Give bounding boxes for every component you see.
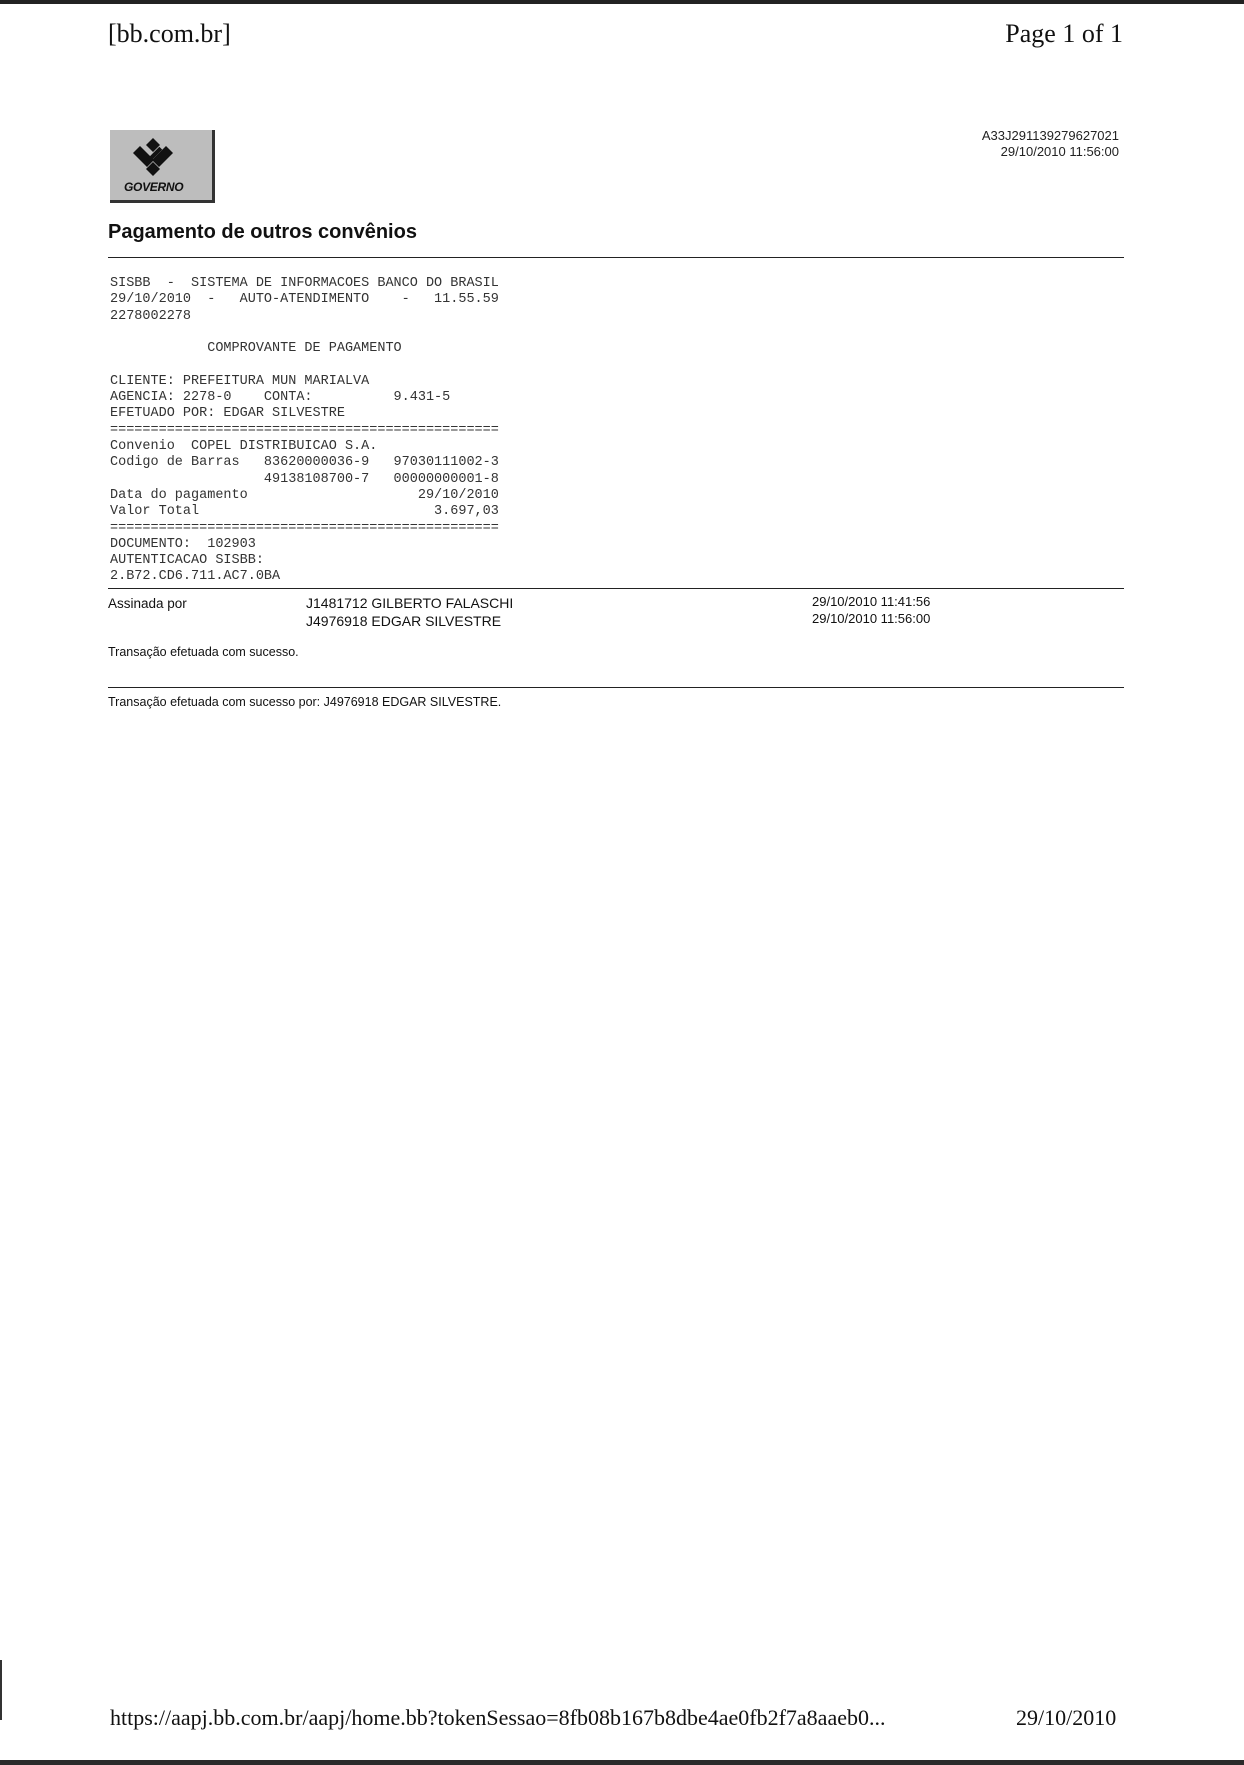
receipt-line: DOCUMENTO: 102903 [110, 536, 256, 552]
title-divider [108, 257, 1124, 258]
receipt-line: Data do pagamento 29/10/2010 [110, 487, 499, 503]
scan-left-border [0, 1660, 2, 1720]
scan-top-border [0, 0, 1244, 4]
receipt-line: SISBB - SISTEMA DE INFORMACOES BANCO DO BRASIL [110, 276, 499, 291]
receipt-divider [108, 588, 1124, 589]
logo-text: GOVERNO [124, 180, 184, 194]
scan-bottom-border [0, 1760, 1244, 1765]
receipt-line: 2.B72.CD6.711.AC7.0BA [110, 569, 281, 585]
bank-logo [110, 130, 215, 203]
success-by-message: Transação efetuada com sucesso por: J4976918 EDGAR SILVESTRE. [108, 695, 502, 709]
signer-date: 29/10/2010 11:41:56 [812, 594, 931, 609]
print-header-site: [bb.com.br] [108, 19, 231, 48]
signed-by-label: Assinada por [108, 596, 187, 611]
signer-name: J1481712 GILBERTO FALASCHI [306, 595, 514, 611]
bb-logo-icon [130, 136, 176, 180]
signer-name: J4976918 EDGAR SILVESTRE [306, 613, 502, 629]
receipt-line: CLIENTE: PREFEITURA MUN MARIALVA [110, 373, 370, 389]
receipt-line: COMPROVANTE DE PAGAMENTO [110, 341, 402, 357]
receipt-separator: ================================================ [110, 520, 499, 536]
receipt-line: 29/10/2010 - AUTO-ATENDIMENTO - 11.55.59 [110, 292, 499, 308]
signer-date: 29/10/2010 11:56:00 [812, 611, 931, 626]
receipt-line: Codigo de Barras 83620000036-9 97030111002-3 [110, 455, 499, 471]
success-message: Transação efetuada com sucesso. [108, 645, 299, 659]
page-title: Pagamento de outros convênios [108, 221, 417, 243]
document-timestamp: 29/10/2010 11:56:00 [1000, 144, 1119, 159]
print-footer-url: https://aapj.bb.com.br/aapj/home.bb?tokenSessao=8fb08b167b8dbe4ae0fb2f7a8aaeb0... [110, 1705, 886, 1730]
receipt-line: 49138108700-7 00000000001-8 [110, 471, 499, 487]
receipt-line: AGENCIA: 2278-0 CONTA: 9.431-5 [110, 390, 451, 406]
receipt-line: AUTENTICACAO SISBB: [110, 553, 264, 569]
print-footer-date: 29/10/2010 [1016, 1705, 1117, 1730]
print-header-page-count: Page 1 of 1 [1005, 19, 1123, 48]
document-meta [982, 128, 1119, 160]
document-id: A33J291139279627021 [981, 128, 1119, 143]
receipt-separator: ================================================ [110, 422, 499, 438]
receipt-line: 2278002278 [110, 308, 192, 324]
receipt-line: Convenio COPEL DISTRIBUICAO S.A. [110, 439, 378, 454]
receipt-line: Valor Total 3.697,03 [110, 504, 499, 520]
receipt-line: EFETUADO POR: EDGAR SILVESTRE [110, 406, 345, 422]
footer-divider [108, 687, 1124, 688]
